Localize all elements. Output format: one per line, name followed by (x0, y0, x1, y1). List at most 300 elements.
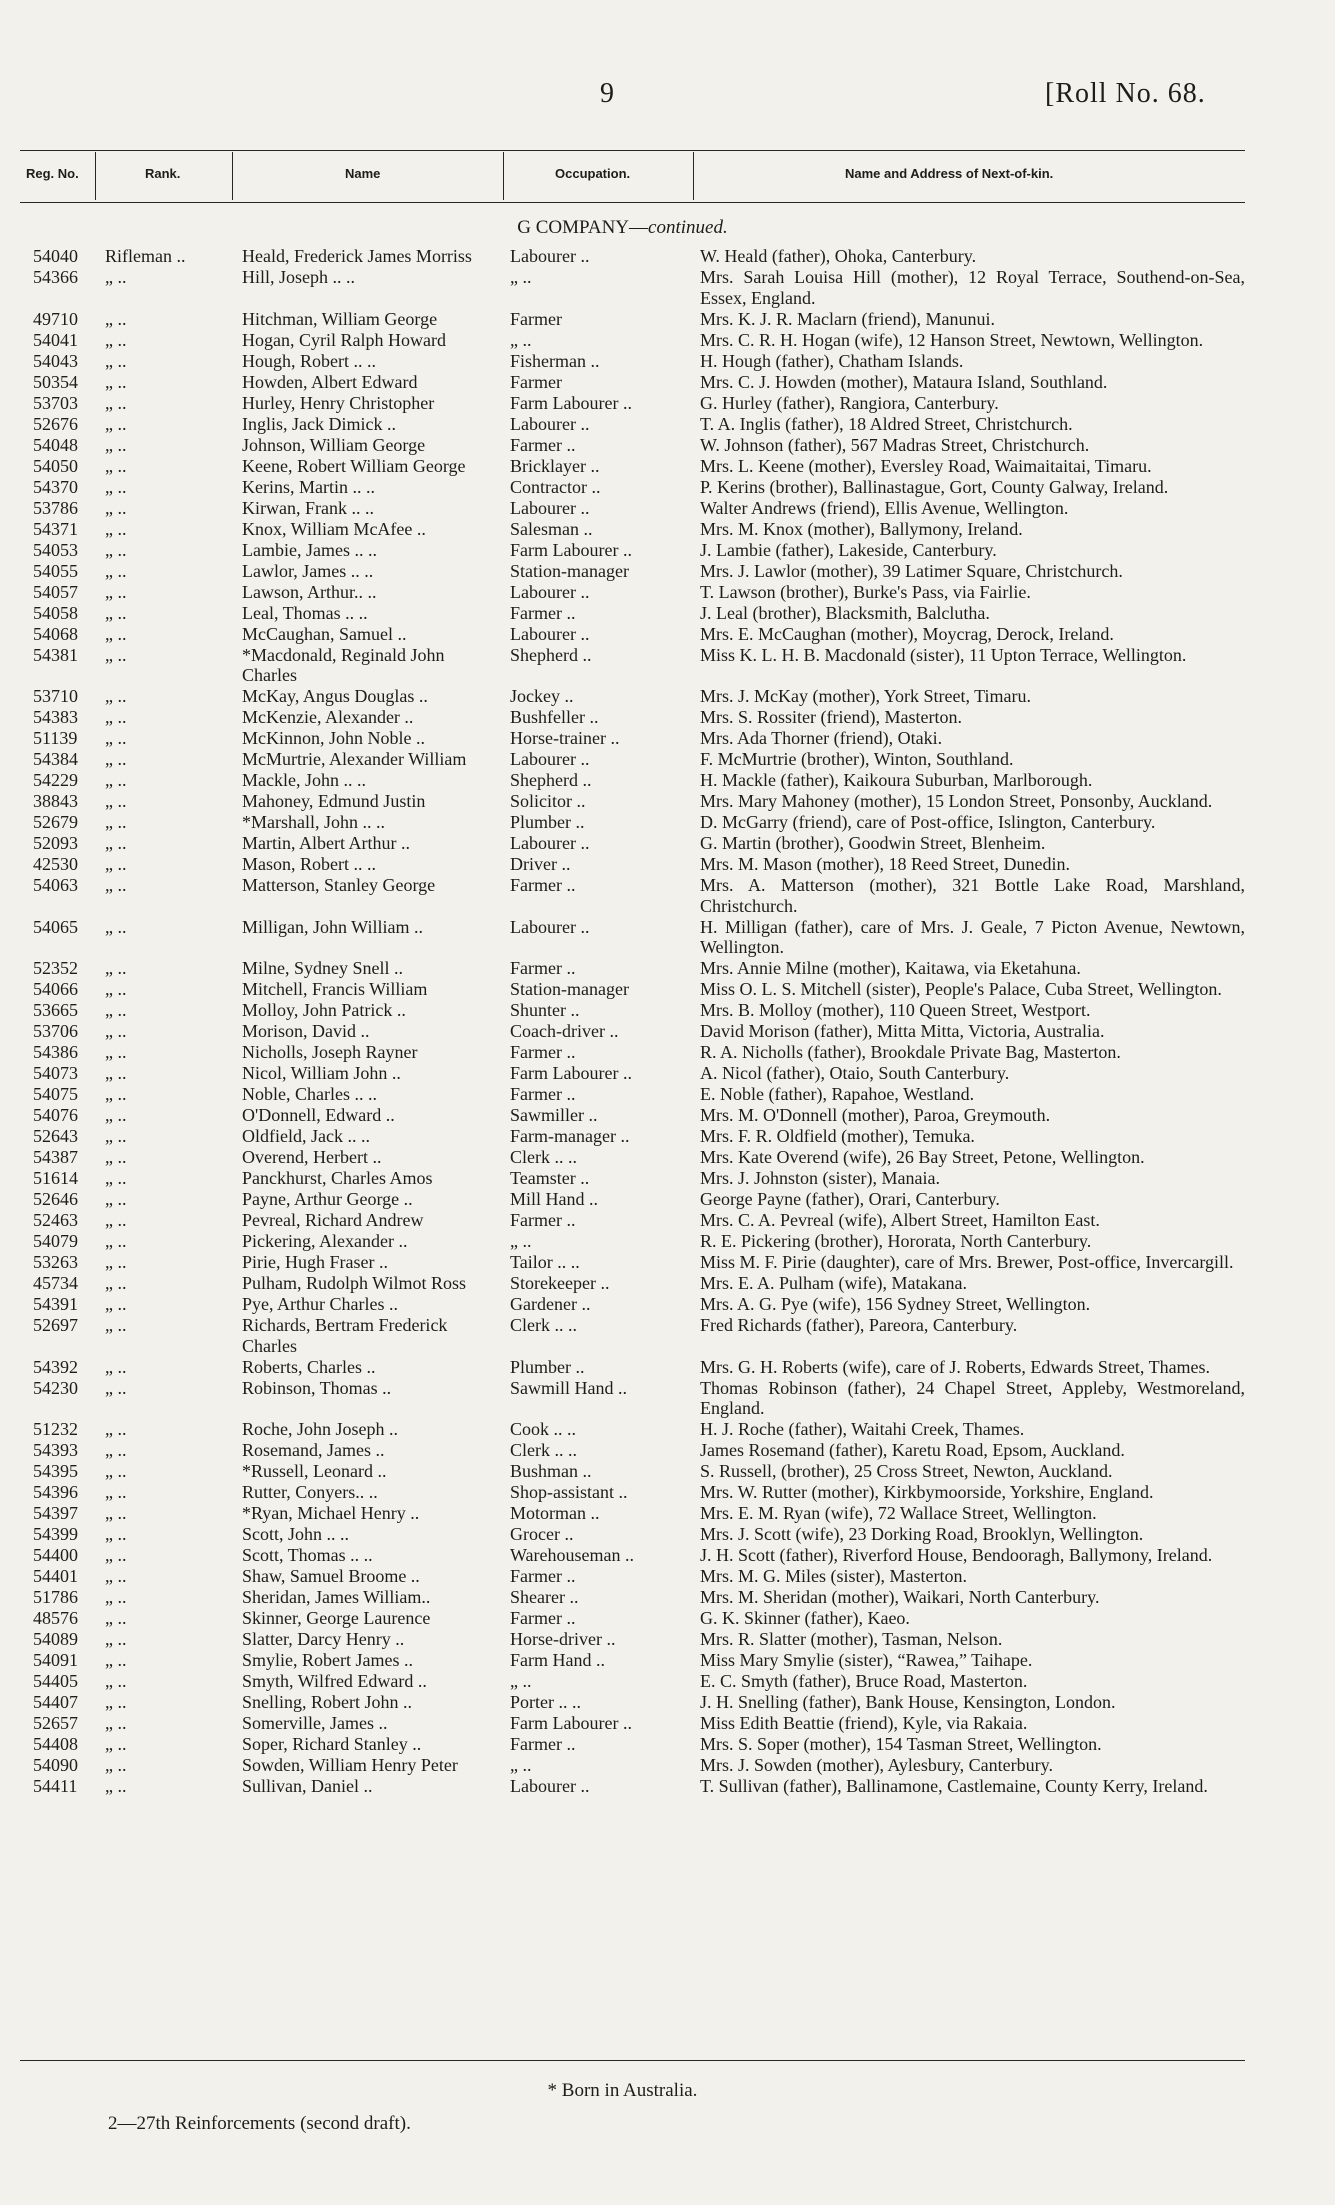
table-row (0, 1734, 1335, 1755)
occupation-cell: Cook .. .. (510, 1419, 577, 1439)
table-row (0, 1378, 1335, 1420)
next-of-kin-cell: R. A. Nicholls (father), Brookdale Private Bag, Masterton. (700, 1042, 1121, 1062)
table-row (0, 1503, 1335, 1524)
next-of-kin-cell: George Payne (father), Orari, Canterbury. (700, 1189, 1000, 1209)
reg-no-cell: 52657 (33, 1713, 78, 1733)
next-of-kin-cell: Walter Andrews (friend), Ellis Avenue, Wellington. (700, 497, 1069, 518)
next-of-kin-cell: Mrs. Kate Overend (wife), 26 Bay Street, Petone, Wellington. (700, 1147, 1145, 1167)
occupation-cell: Salesman .. (510, 518, 593, 539)
occupation-cell: Labourer .. (510, 581, 590, 602)
name-cell: McCaughan, Samuel .. (242, 623, 407, 644)
rank-cell: „ .. (105, 812, 127, 832)
occupation-cell: Farm Labourer .. (510, 392, 632, 413)
table-row (0, 603, 1335, 624)
reg-no-cell: 54057 (33, 581, 78, 602)
occupation-cell: Clerk .. .. (510, 1147, 577, 1167)
next-of-kin-cell: Mrs. J. Lawlor (mother), 39 Latimer Square, Christchurch. (700, 560, 1123, 581)
table-row (0, 707, 1335, 728)
name-cell: Lambie, James .. .. (242, 539, 377, 560)
occupation-cell: Shepherd .. (510, 770, 592, 790)
reg-no-cell: 54091 (33, 1650, 78, 1670)
reg-no-cell: 54370 (33, 476, 78, 497)
name-cell: McKenzie, Alexander .. (242, 707, 414, 727)
next-of-kin-cell: J. Lambie (father), Lakeside, Canterbury. (700, 539, 997, 560)
next-of-kin-cell: T. Sullivan (father), Ballinamone, Castlemaine, County Kerry, Ireland. (700, 1776, 1208, 1796)
next-of-kin-cell: R. E. Pickering (brother), Hororata, North Canterbury. (700, 1231, 1092, 1251)
name-cell: Richards, Bertram Frederick Charles (242, 1315, 448, 1356)
table-row (0, 435, 1335, 456)
occupation-cell: Porter .. .. (510, 1692, 581, 1712)
reg-no-cell: 54381 (33, 644, 78, 665)
occupation-cell: Farmer .. (510, 1210, 576, 1230)
table-row (0, 1189, 1335, 1210)
reg-no-cell: 45734 (33, 1273, 78, 1293)
next-of-kin-cell: Mrs. Sarah Louisa Hill (mother), 12 Royal Terrace, Southend-on-Sea, Essex, England. (700, 267, 1245, 308)
reg-no-cell: 54055 (33, 560, 78, 581)
reg-no-cell: 53263 (33, 1252, 78, 1272)
occupation-cell: Farm Labourer .. (510, 539, 632, 560)
next-of-kin-cell: H. Hough (father), Chatham Islands. (700, 350, 964, 371)
rank-cell: Rifleman .. (105, 246, 186, 266)
occupation-cell: Shop-assistant .. (510, 1482, 628, 1502)
table-row (0, 728, 1335, 749)
name-cell: Kerins, Martin .. .. (242, 476, 375, 497)
table-row (0, 1252, 1335, 1273)
rank-cell: „ .. (105, 1608, 127, 1628)
occupation-cell: Clerk .. .. (510, 1440, 577, 1460)
table-row (0, 1713, 1335, 1734)
table-row (0, 1461, 1335, 1482)
occupation-cell: Labourer .. (510, 497, 590, 518)
name-cell: McKinnon, John Noble .. (242, 728, 425, 748)
table-row (0, 477, 1335, 498)
reg-no-cell: 52679 (33, 812, 78, 832)
header-rank: Rank. (145, 166, 181, 181)
rank-cell: „ .. (105, 1692, 127, 1712)
reg-no-cell: 54090 (33, 1755, 78, 1775)
name-cell: Robinson, Thomas .. (242, 1377, 392, 1398)
reg-no-cell: 51232 (33, 1419, 78, 1439)
company-continued: continued. (648, 217, 728, 238)
table-row (0, 1692, 1335, 1713)
rank-cell: „ .. (105, 350, 127, 371)
rank-cell: „ .. (105, 1545, 127, 1565)
next-of-kin-cell: G. Martin (brother), Goodwin Street, Blenheim. (700, 833, 1046, 853)
next-of-kin-cell: Mrs. C. R. H. Hogan (wife), 12 Hanson Street, Newtown, Wellington. (700, 329, 1204, 350)
table-row (0, 686, 1335, 707)
reg-no-cell: 48576 (33, 1608, 78, 1628)
reg-no-cell: 54066 (33, 979, 78, 999)
next-of-kin-cell: Mrs. W. Rutter (mother), Kirkbymoorside, Yorkshire, England. (700, 1482, 1154, 1502)
table-row (0, 1776, 1335, 1797)
rank-cell: „ .. (105, 539, 127, 560)
next-of-kin-cell: David Morison (father), Mitta Mitta, Victoria, Australia. (700, 1021, 1105, 1041)
table-row (0, 1524, 1335, 1545)
next-of-kin-cell: Mrs. J. Scott (wife), 23 Dorking Road, Brooklyn, Wellington. (700, 1524, 1144, 1544)
name-cell: Hogan, Cyril Ralph Howard (242, 329, 446, 350)
reg-no-cell: 54073 (33, 1063, 78, 1083)
occupation-cell: Mill Hand .. (510, 1189, 598, 1209)
table-bottom-rule (20, 2060, 1245, 2061)
reg-no-cell: 52646 (33, 1189, 78, 1209)
rank-cell: „ .. (105, 1671, 127, 1691)
next-of-kin-cell: Mrs. G. H. Roberts (wife), care of J. Roberts, Edwards Street, Thames. (700, 1356, 1211, 1377)
rank-cell: „ .. (105, 1776, 127, 1796)
next-of-kin-cell: E. C. Smyth (father), Bruce Road, Masterton. (700, 1671, 1028, 1691)
occupation-cell: Farmer .. (510, 1734, 576, 1754)
name-cell: Pulham, Rudolph Wilmot Ross (242, 1273, 466, 1293)
name-cell: Mackle, John .. .. (242, 770, 366, 790)
name-cell: McKay, Angus Douglas .. (242, 686, 428, 706)
rank-cell: „ .. (105, 1126, 127, 1146)
name-cell: Morison, David .. (242, 1021, 370, 1041)
table-row (0, 540, 1335, 561)
name-cell: Molloy, John Patrick .. (242, 1000, 406, 1020)
name-cell: Milne, Sydney Snell .. (242, 958, 403, 978)
name-cell: Heald, Frederick James Morriss (242, 246, 472, 266)
reg-no-cell: 54075 (33, 1084, 78, 1104)
table-row (0, 624, 1335, 645)
table-row (0, 958, 1335, 979)
rank-cell: „ .. (105, 916, 127, 937)
name-cell: Shaw, Samuel Broome .. (242, 1566, 420, 1586)
occupation-cell: Farm-manager .. (510, 1126, 630, 1146)
next-of-kin-cell: Mrs. J. Johnston (sister), Manaia. (700, 1168, 940, 1188)
name-cell: Mitchell, Francis William (242, 979, 428, 999)
rank-cell: „ .. (105, 1210, 127, 1230)
name-cell: Noble, Charles .. .. (242, 1084, 377, 1104)
next-of-kin-cell: Mrs. Ada Thorner (friend), Otaki. (700, 728, 943, 748)
name-cell: Snelling, Robert John .. (242, 1692, 412, 1712)
occupation-cell: Bushfeller .. (510, 707, 599, 727)
reg-no-cell: 53710 (33, 686, 78, 706)
name-cell: *Ryan, Michael Henry .. (242, 1503, 420, 1523)
name-cell: Payne, Arthur George .. (242, 1189, 413, 1209)
occupation-cell: Farm Hand .. (510, 1650, 605, 1670)
next-of-kin-cell: Miss K. L. H. B. Macdonald (sister), 11 Upton Terrace, Wellington. (700, 644, 1187, 665)
table-row (0, 645, 1335, 687)
reg-no-cell: 54058 (33, 602, 78, 623)
next-of-kin-cell: D. McGarry (friend), care of Post-office, Islington, Canterbury. (700, 812, 1156, 832)
next-of-kin-cell: W. Johnson (father), 567 Madras Street, Christchurch. (700, 434, 1090, 455)
next-of-kin-cell: Mrs. E. McCaughan (mother), Moycrag, Derock, Ireland. (700, 623, 1114, 644)
occupation-cell: „ .. (510, 267, 532, 287)
name-cell: Scott, Thomas .. .. (242, 1545, 373, 1565)
rank-cell: „ .. (105, 1524, 127, 1544)
header-occupation: Occupation. (555, 166, 631, 181)
name-cell: Smylie, Robert James .. (242, 1650, 413, 1670)
reg-no-cell: 53703 (33, 392, 78, 413)
occupation-cell: Tailor .. .. (510, 1252, 580, 1272)
next-of-kin-cell: H. J. Roche (father), Waitahi Creek, Thames. (700, 1419, 1025, 1439)
next-of-kin-cell: H. Mackle (father), Kaikoura Suburban, Marlborough. (700, 770, 1093, 790)
reg-no-cell: 54397 (33, 1503, 78, 1523)
table-row (0, 1587, 1335, 1608)
occupation-cell: Labourer .. (510, 1776, 590, 1796)
rank-cell: „ .. (105, 1252, 127, 1272)
rank-cell: „ .. (105, 1084, 127, 1104)
name-cell: Mahoney, Edmund Justin (242, 791, 426, 811)
name-cell: Rosemand, James .. (242, 1440, 385, 1460)
reg-no-cell: 53786 (33, 497, 78, 518)
table-row (0, 498, 1335, 519)
next-of-kin-cell: Mrs. C. J. Howden (mother), Mataura Island, Southland. (700, 371, 1108, 392)
rank-cell: „ .. (105, 518, 127, 539)
table-row (0, 1147, 1335, 1168)
page-number: 9 (600, 78, 614, 109)
table-row (0, 330, 1335, 351)
name-cell: Howden, Albert Edward (242, 371, 418, 392)
reg-no-cell: 51614 (33, 1168, 78, 1188)
occupation-cell: Sawmiller .. (510, 1105, 598, 1125)
reg-no-cell: 54386 (33, 1042, 78, 1062)
occupation-cell: Farmer (510, 308, 562, 329)
rank-cell: „ .. (105, 1503, 127, 1523)
occupation-cell: „ .. (510, 329, 532, 350)
occupation-cell: Horse-trainer .. (510, 728, 620, 748)
company-heading (0, 217, 1245, 239)
name-cell: Sheridan, James William.. (242, 1587, 431, 1607)
rank-cell: „ .. (105, 476, 127, 497)
header-next-of-kin: Name and Address of Next-of-kin. (845, 166, 1054, 181)
next-of-kin-cell: A. Nicol (father), Otaio, South Canterbury. (700, 1063, 1010, 1083)
rank-cell: „ .. (105, 434, 127, 455)
reg-no-cell: 38843 (33, 791, 78, 811)
reg-no-cell: 54405 (33, 1671, 78, 1691)
table-row (0, 1629, 1335, 1650)
name-cell: Pirie, Hugh Fraser .. (242, 1252, 388, 1272)
occupation-cell: Farmer .. (510, 1084, 576, 1104)
reg-no-cell: 54395 (33, 1461, 78, 1481)
table-row (0, 393, 1335, 414)
next-of-kin-cell: Mrs. J. McKay (mother), York Street, Timaru. (700, 686, 1031, 706)
occupation-cell: Plumber .. (510, 1356, 585, 1377)
printer-signature: 2—27th Reinforcements (second draft). (108, 2113, 411, 2134)
name-cell: Oldfield, Jack .. .. (242, 1126, 370, 1146)
table-row (0, 1294, 1335, 1315)
reg-no-cell: 52352 (33, 958, 78, 978)
name-cell: Hough, Robert .. .. (242, 350, 376, 371)
next-of-kin-cell: Mrs. Mary Mahoney (mother), 15 London Street, Ponsonby, Auckland. (700, 791, 1213, 811)
rank-cell: „ .. (105, 1315, 127, 1335)
table-row (0, 854, 1335, 875)
rank-cell: „ .. (105, 1063, 127, 1083)
table-row (0, 351, 1335, 372)
occupation-cell: Bricklayer .. (510, 455, 600, 476)
reg-no-cell: 54401 (33, 1566, 78, 1586)
next-of-kin-cell: Mrs. S. Rossiter (friend), Masterton. (700, 707, 962, 727)
name-cell: Johnson, William George (242, 434, 426, 455)
occupation-cell: Shearer .. (510, 1587, 579, 1607)
occupation-cell: Labourer .. (510, 916, 590, 937)
next-of-kin-cell: Mrs. R. Slatter (mother), Tasman, Nelson. (700, 1629, 1003, 1649)
table-header-rule (20, 202, 1245, 203)
occupation-cell: Farmer .. (510, 1608, 576, 1628)
occupation-cell: Labourer .. (510, 623, 590, 644)
next-of-kin-cell: Mrs. E. A. Pulham (wife), Matakana. (700, 1273, 967, 1293)
rank-cell: „ .. (105, 958, 127, 978)
next-of-kin-cell: Mrs. C. A. Pevreal (wife), Albert Street, Hamilton East. (700, 1210, 1100, 1230)
rank-cell: „ .. (105, 644, 127, 665)
table-row (0, 1063, 1335, 1084)
reg-no-cell: 54407 (33, 1692, 78, 1712)
occupation-cell: „ .. (510, 1231, 532, 1251)
table-row (0, 812, 1335, 833)
rank-cell: „ .. (105, 686, 127, 706)
reg-no-cell: 52463 (33, 1210, 78, 1230)
name-cell: Hitchman, William George (242, 308, 438, 329)
rank-cell: „ .. (105, 979, 127, 999)
rank-cell: „ .. (105, 1587, 127, 1607)
table-row (0, 456, 1335, 477)
reg-no-cell: 54384 (33, 749, 78, 769)
column-divider (95, 152, 96, 200)
rank-cell: „ .. (105, 1273, 127, 1293)
table-row (0, 267, 1335, 309)
rank-cell: „ .. (105, 1755, 127, 1775)
next-of-kin-cell: Fred Richards (father), Pareora, Canterbury. (700, 1315, 1018, 1335)
column-divider (503, 152, 504, 200)
header-reg-no: Reg. No. (26, 166, 79, 181)
next-of-kin-cell: Miss O. L. S. Mitchell (sister), People's Palace, Cuba Street, Wellington. (700, 979, 1222, 999)
rank-cell: „ .. (105, 267, 127, 287)
reg-no-cell: 54089 (33, 1629, 78, 1649)
table-row (0, 519, 1335, 540)
occupation-cell: Station-manager (510, 560, 629, 581)
table-row (0, 749, 1335, 770)
table-row (0, 917, 1335, 959)
name-cell: *Macdonald, Reginald John Charles (242, 644, 445, 685)
reg-no-cell: 51786 (33, 1587, 78, 1607)
reg-no-cell: 51139 (33, 728, 78, 748)
name-cell: Skinner, George Laurence (242, 1608, 431, 1628)
table-row (0, 1105, 1335, 1126)
occupation-cell: Farmer .. (510, 875, 576, 895)
rank-cell: „ .. (105, 329, 127, 350)
table-row (0, 1440, 1335, 1461)
reg-no-cell: 52676 (33, 413, 78, 434)
rank-cell: „ .. (105, 1377, 127, 1398)
rank-cell: „ .. (105, 1419, 127, 1439)
name-cell: Nicol, William John .. (242, 1063, 401, 1083)
next-of-kin-cell: Miss M. F. Pirie (daughter), care of Mrs. Brewer, Post-office, Invercargill. (700, 1252, 1234, 1272)
rank-cell: „ .. (105, 602, 127, 623)
reg-no-cell: 54230 (33, 1377, 78, 1398)
rank-cell: „ .. (105, 791, 127, 811)
occupation-cell: Shunter .. (510, 1000, 580, 1020)
next-of-kin-cell: J. H. Snelling (father), Bank House, Kensington, London. (700, 1692, 1116, 1712)
occupation-cell: Labourer .. (510, 833, 590, 853)
reg-no-cell: 54076 (33, 1105, 78, 1125)
next-of-kin-cell: W. Heald (father), Ohoka, Canterbury. (700, 246, 977, 266)
next-of-kin-cell: Miss Mary Smylie (sister), “Rawea,” Taihape. (700, 1650, 1033, 1670)
name-cell: McMurtrie, Alexander William (242, 749, 467, 769)
occupation-cell: Farmer .. (510, 958, 576, 978)
occupation-cell: Farmer .. (510, 434, 576, 455)
reg-no-cell: 54040 (33, 246, 78, 266)
reg-no-cell: 54053 (33, 539, 78, 560)
next-of-kin-cell: Mrs. S. Soper (mother), 154 Tasman Street, Wellington. (700, 1734, 1102, 1754)
next-of-kin-cell: Mrs. M. Sheridan (mother), Waikari, North Canterbury. (700, 1587, 1100, 1607)
table-row (0, 1315, 1335, 1357)
reg-no-cell: 50354 (33, 371, 78, 392)
next-of-kin-cell: James Rosemand (father), Karetu Road, Epsom, Auckland. (700, 1440, 1125, 1460)
rank-cell: „ .. (105, 1713, 127, 1733)
occupation-cell: Farmer .. (510, 1042, 576, 1062)
next-of-kin-cell: G. Hurley (father), Rangiora, Canterbury. (700, 392, 999, 413)
name-cell: Panckhurst, Charles Amos (242, 1168, 433, 1188)
occupation-cell: Bushman .. (510, 1461, 592, 1481)
reg-no-cell: 54068 (33, 623, 78, 644)
rank-cell: „ .. (105, 623, 127, 644)
name-cell: Somerville, James .. (242, 1713, 388, 1733)
table-row (0, 791, 1335, 812)
name-cell: Scott, John .. .. (242, 1524, 350, 1544)
next-of-kin-cell: Mrs. M. O'Donnell (mother), Paroa, Greymouth. (700, 1105, 1051, 1125)
reg-no-cell: 54387 (33, 1147, 78, 1167)
name-cell: *Russell, Leonard .. (242, 1461, 387, 1481)
rank-cell: „ .. (105, 875, 127, 895)
reg-no-cell: 54229 (33, 770, 78, 790)
table-row (0, 414, 1335, 435)
table-row (0, 1755, 1335, 1776)
table-row (0, 1210, 1335, 1231)
next-of-kin-cell: Mrs. L. Keene (mother), Eversley Road, Waimaitaitai, Timaru. (700, 455, 1152, 476)
name-cell: Mason, Robert .. .. (242, 854, 376, 874)
reg-no-cell: 53706 (33, 1021, 78, 1041)
occupation-cell: Motorman .. (510, 1503, 600, 1523)
rank-cell: „ .. (105, 1168, 127, 1188)
table-row (0, 1273, 1335, 1294)
reg-no-cell: 54408 (33, 1734, 78, 1754)
next-of-kin-cell: J. Leal (brother), Blacksmith, Balclutha. (700, 602, 990, 623)
next-of-kin-cell: S. Russell, (brother), 25 Cross Street, Newton, Auckland. (700, 1461, 1113, 1481)
rank-cell: „ .. (105, 770, 127, 790)
reg-no-cell: 54050 (33, 455, 78, 476)
reg-no-cell: 54366 (33, 267, 78, 287)
reg-no-cell: 54041 (33, 329, 78, 350)
reg-no-cell: 54400 (33, 1545, 78, 1565)
rank-cell: „ .. (105, 1042, 127, 1062)
reg-no-cell: 54392 (33, 1356, 78, 1377)
table-row (0, 1021, 1335, 1042)
company-name: G COMPANY— (517, 217, 649, 238)
reg-no-cell: 54396 (33, 1482, 78, 1502)
name-cell: Overend, Herbert .. (242, 1147, 382, 1167)
table-row (0, 1168, 1335, 1189)
rank-cell: „ .. (105, 1189, 127, 1209)
name-cell: Hurley, Henry Christopher (242, 392, 435, 413)
rank-cell: „ .. (105, 413, 127, 434)
occupation-cell: Warehouseman .. (510, 1545, 635, 1565)
table-row (0, 833, 1335, 854)
rank-cell: „ .. (105, 1566, 127, 1586)
name-cell: Roche, John Joseph .. (242, 1419, 398, 1439)
name-cell: Pevreal, Richard Andrew (242, 1210, 424, 1230)
occupation-cell: Jockey .. (510, 686, 574, 706)
rank-cell: „ .. (105, 728, 127, 748)
rank-cell: „ .. (105, 392, 127, 413)
next-of-kin-cell: G. K. Skinner (father), Kaeo. (700, 1608, 910, 1628)
table-row (0, 561, 1335, 582)
occupation-cell: Gardener .. (510, 1294, 591, 1314)
occupation-cell: Horse-driver .. (510, 1629, 616, 1649)
table-row (0, 1608, 1335, 1629)
name-cell: Keene, Robert William George (242, 455, 466, 476)
table-row (0, 582, 1335, 603)
next-of-kin-cell: P. Kerins (brother), Ballinastague, Gort, County Galway, Ireland. (700, 476, 1169, 497)
rank-cell: „ .. (105, 854, 127, 874)
